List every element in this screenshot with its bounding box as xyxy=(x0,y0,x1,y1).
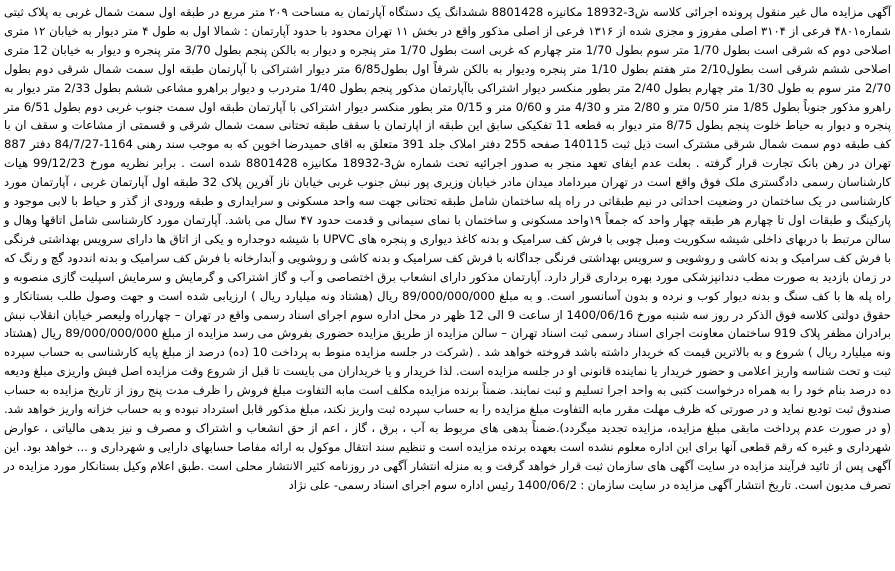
auction-notice-text: آگهی مزایده مال غیر منقول پرونده اجرائی کلاسه ش3-18932 مکانیزه 8801428 ششدانگ یک دستگاه آپارتمان به مساحت ۲۰۹ متر مربع در طبقه اول سمت شمال غربی به پلاک ثبتی شماره۴۸۰۱ فرعی از ۳۱۰۴ اصلی مفروز و مجزی شده از ۱۳۱۶ فرعی از اصلی مذکور واقع در بخش ۱۱ تهران محدود با حدود آپارتمان : شمالا اول به طول ۴ متر دیوار به خیابان ۱۲ متری اصلاحی دوم که شرقی است بطول 1/70 متر سوم بطول 1/70 متر چهارم که غربی است بطول 1/70 متر پنجره و دیوار به بالکن پنجم بطول 3/70 متر پنجره و دیوار به خیابان 12 متری اصلاحی ششم شرقی است بطول2/10 متر هفتم بطول 1/10 متر پنجره ودیوار به بالکن شرقاً اول بطول6/85 متر دیوار اشتراکی با آپارتمان طبقه اول سمت شمال شرقی دوم بطول 2/70 متر سوم به طول 1/30 متر چهارم بطول 2/40 متر بطور منکسر دیوار اشتراکی باآپارتمان مذکور پنجم بطول 1/40 متردرب و دیوار براهرو مشاعی ششم بطول 2/33 متر دیوار به راهرو مذکور جنوباً بطول 1/85 متر 0/50 متر و 2/80 متر و 4/30 متر و 0/60 متر و 0/15 متر بطور منکسر دیوار اشتراکی با آپارتمان طبقه اول سمت جنوب غربی دوم بطول 6/51 متر پنجره و دیوار به حیاط خلوت پنجم بطول 8/75 متر دیوار به قطعه 11 تفکیکی سابق این طبقه از اپارتمان با سقف طبقه تحتانی سمت شمال شرقی و قسمتی از مشاعات و سقف ان با کف طبقه دوم سمت شمال شرقی مشترک است ذیل ثبت 140115 صفحه 255 دفتر املاک جلد 391 متعلق به اقای حمیدرضا اخوین که به موجب سند رهنی 1164-84/7/27 دفتر 887 تهران در رهن بانک تجارت قرار گرفته . بعلت عدم ایفای تعهد منجر به صدور اجرائیه تحت شماره ش3-18932 مکانیزه 8801428 شده است . برابر نظریه مورخ 99/12/23 هیات کارشناسان رسمی دادگستری ملک فوق واقع است در تهران میرداماد میدان مادر خیابان وزیری پور نبش جنوب غربی خیابان ناز آفرین پلاک 32 طبقه اول آپارتمان غربی ، آپارتمان مورد کارشناسی در یک ساختمان در وضعیت احداثی در نیم طبقاتی در راه پله ساختمان شامل طبقه تحتانی جهت سه واحد مسکونی و سرایداری و طبقه ورودی از گذر و حیاط با لابی موجود و پارکینگ و طبقات اول تا چهارم هر طبقه چهار واحد که جمعاً ۱۹واحد مسکونی و ساختمان با نمای سیمانی و قدمت حدود ۴۷ سال می باشد. آپارتمان مورد کارشناسی شامل اتاقها وهال و سالن مرتبط با دربهای داخلی شیشه سکوریت ومبل چوبی با فرش کف سرامیک و بدنه کاغذ دیواری و پنجره های UPVC با شیشه دوجداره و یکی از اتاق ها دارای سرویس بهداشتی فرنگی با فرش کف سرامیک و بدنه کاشی و روشویی و سرویس بهداشتی فرنگی جداگانه با فرش کف سرامیک و بدنه کاشی و روشویی و آبدارخانه با فرش کف سرامیک و بدنه انددود گچ و رنگ که در زمان بازدید به صورت مطب دندانپزشکی مورد بهره برداری قرار دارد. آپارتمان مذکور دارای انشعاب برق اختصاصی و آب و گاز اشتراکی و گرمایش و سرمایش اسپلیت گازی منصوبه و راه پله ها با کف سنگ و بدنه دیوار کوب و نرده و بدون آسانسور است. و به مبلغ 89/000/000/000 ریال (هشتاد ونه میلیارد ریال ) ارزیابی شده است و جهت وصول طلب بستانکار و حقوق دولتی کلاسه فوق الذکر در روز سه شنبه مورخ 1400/06/16 از ساعت 9 الی 12 ظهر در محل اداره سوم اجرای اسناد رسمی واقع در تهران – چهارراه ولیعصر خیابان انقلاب نبش برادران مظفر پلاک 919 ساختمان معاونت اجرای اسناد رسمی ثبت اسناد تهران – سالن مزایده از طریق مزایده حضوری بفروش می رسد مزایده از مبلغ 89/000/000/000 ریال (هشتاد ونه میلیارد ریال ) شروع و به بالاترین قیمت که خریدار داشته باشد فروخته خواهد شد . (شرکت در جلسه مزایده منوط به پرداخت 10 (ده) درصد از مبلغ پایه کارشناسی به حساب سپرده ثبت و تحت شناسه واریز اعلامی و حضور خریدار یا نماینده قانونی او در جلسه مزایده است. لذا خریدار و یا خریداران می بایست تا قبل از شروع وقت مزایده اصل فیش واریزی مبلغ ودیعه ده درصد بنام خود را به همراه درخواست کتبی به واحد اجرا تسلیم و ثبت نمایند. ضمناً برنده مزایده مکلف است مابه التفاوت مبلغ فروش را ظرف مدت پنج روز از تاریخ مزایده به حساب صندوق ثبت تودیع نماید و در صورتی که ظرف مهلت مقرر مابه التفاوت مبلغ مزایده را به حساب سپرده ثبت واریز نکند، مبلغ مذکور قابل استرداد نبوده و به حساب خزانه واریز خواهد شد. (و در صورت عدم پرداخت مابقی مبلغ مزایده، مزایده تجدید میگردد).ضمناً بدهی های مربوط به آب ، برق ، گاز ، اعم از حق انشعاب و اشتراک و مصرف و نیز بدهی مالیاتی ، عوارض شهرداری و غیره که رقم قطعی آنها برای این اداره معلوم نشده است بعهده برنده مزایده است و تنظیم سند انتقال موکول به ارائه مفاصا حسابهای دارایی و شهرداری و ... خواهد بود. این آگهی پس از تائید فرآیند مزایده در سایت آگهی های سازمان ثبت قرار خواهد گرفت و به منزله انتشار آگهی در روزنامه کثیر الانتشار محلی است .طبق اعلام وکیل بستانکار مورد مزایده در تصرف مدیون است. تاریخ انتشار آگهی مزایده در سایت سازمان : 1400/06/2 رئیس اداره سوم اجرای اسناد رسمی- علی نژاد xyxy=(4,5,892,492)
